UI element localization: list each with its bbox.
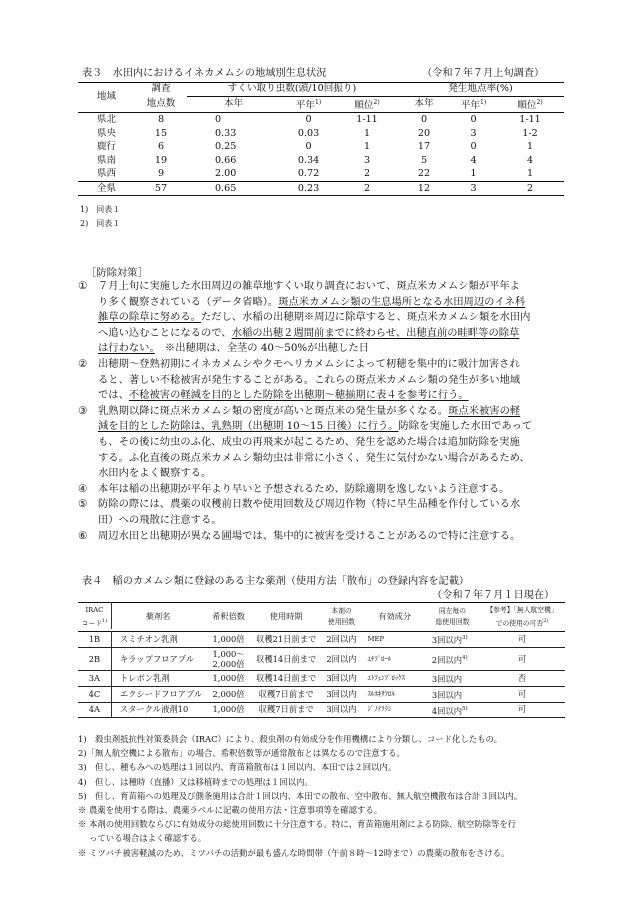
table4-code: 2B xyxy=(78,648,111,671)
rate-this-year-header: 本年 xyxy=(414,98,434,110)
measure-line xyxy=(98,404,564,420)
table4-note: 3) 但し、種もみへの処理は１回以内、育苗箱散布は１回以内、本田では２回以内。 xyxy=(78,762,397,773)
measure-item xyxy=(78,279,564,357)
table4-drone: 否 xyxy=(479,671,565,687)
survey-header-bottom: 地点数 xyxy=(146,97,176,109)
table4-uses: 3回以内 xyxy=(319,686,363,702)
table3-cell-s_year: 0.66 xyxy=(215,154,237,166)
table4-dilution-line: 1,000倍 xyxy=(212,704,245,715)
table3-cell-r_rank: 4 xyxy=(526,154,534,166)
measure-number: ② xyxy=(78,358,88,370)
table4-uses: 3回以内 xyxy=(319,671,363,687)
table4-code: 1B xyxy=(78,632,111,648)
table3-cell-r_normal: 0 xyxy=(470,141,477,153)
measure-text: 水田内をよく観察する。 xyxy=(98,467,212,480)
table3-cell-s_year: 0 xyxy=(215,114,222,126)
table3-date: （令和７年７月上旬調査） xyxy=(422,68,545,79)
table4-drone: 可 xyxy=(479,648,565,671)
table3-cell-s_rank: 1 xyxy=(363,141,371,153)
table4-uses: 2回以内 xyxy=(319,632,363,648)
measure-number: ⑤ xyxy=(78,498,88,511)
table3-total-s_normal: 0.23 xyxy=(297,182,320,194)
table3-total-r_normal: 3 xyxy=(470,182,477,194)
measure-line xyxy=(98,357,564,373)
table3-cell-r_rank: 1-11 xyxy=(519,114,541,126)
measure-line xyxy=(98,373,564,389)
table3-footnote-1: 1) 同表１ xyxy=(80,205,121,214)
table4-name: エクシードフロアブル xyxy=(111,686,204,702)
table3-cell-s_rank: 2 xyxy=(363,168,371,180)
table4-total-value: 2回以内 xyxy=(431,654,463,665)
measure-line xyxy=(98,435,564,451)
table4-note: 5) 但し、育苗箱への処理及び側条施用は合計１回以内、本田での散布、空中散布、無人航空機散布は合計３回以内。 xyxy=(78,790,523,801)
sweep-rank-header: 順位$^{2)}$ xyxy=(354,98,380,111)
total-uses-header: 同左毎の 総使用回数 xyxy=(435,607,470,627)
rate-normal-header: 平年$^{1)}$ xyxy=(460,98,487,111)
table4-code: 3A xyxy=(78,671,111,687)
table3-cell-points: 9 xyxy=(157,168,165,180)
table4-code: 4A xyxy=(78,702,111,718)
table4-total-note: 3) xyxy=(462,635,468,642)
table3-cell-points: 19 xyxy=(154,154,168,166)
measure-underlined-text: 斑点米カメムシ類の生息場所となる水田周辺のイネ科 xyxy=(278,295,526,308)
table3-cell-points: 6 xyxy=(157,141,165,153)
table4-total-value: 3回以内 xyxy=(431,689,463,700)
table4-name: スタークル液剤10 xyxy=(111,702,204,718)
table3-cell-r_rank: 1 xyxy=(526,168,534,180)
table3-total-s_year: 0.65 xyxy=(215,182,237,194)
table4-total xyxy=(426,671,479,687)
table4-timing: 収穫14日前まで xyxy=(253,671,320,687)
table3-cell-s_normal: 0.34 xyxy=(297,154,320,166)
sweep-header: すくい取り虫数(頭/10回振り) xyxy=(187,83,397,97)
measure-line xyxy=(98,513,564,529)
table4-dilution-line: 1,000倍 xyxy=(212,672,245,683)
measure-text: り多く観察されている（データ省略）。 xyxy=(98,295,279,308)
table4-timing: 収穫7日前まで xyxy=(253,702,320,718)
table3 xyxy=(78,82,564,196)
measure-text: 田）への飛散に注意する。 xyxy=(98,513,222,526)
table4-total-value: 3回以内 xyxy=(431,673,463,684)
measure-text: へ追い込むことになるので、 xyxy=(98,326,232,339)
table3-cell-s_normal: 0 xyxy=(305,141,312,153)
table4-total-value: 4回以内 xyxy=(431,705,463,716)
table3-cell-r_year: 17 xyxy=(417,141,431,153)
timing-header: 使用時期 xyxy=(269,610,303,621)
table3-row xyxy=(78,140,564,154)
table4-note: っている場合はよく確認する。 xyxy=(78,833,207,844)
table3-cell-r_year: 5 xyxy=(420,154,428,166)
table3-cell-r_rank: 1 xyxy=(526,141,534,153)
irac-header: IRAC コード$^{1)}$ xyxy=(81,606,108,628)
table4-total-note: 4) xyxy=(462,655,468,662)
measure-number: ① xyxy=(78,280,88,292)
dilution-header: 希釈倍数 xyxy=(212,610,245,621)
measure-text: 出穂期～登熟初期にイネカメムシやクモヘリカメムシによって籾穂を集中的に吸汁加害され xyxy=(98,358,520,370)
table3-cell-r_normal: 0 xyxy=(470,114,477,126)
table4-dilution-line: 2,000倍 xyxy=(212,688,245,699)
table3-row xyxy=(78,154,564,168)
measure-item xyxy=(78,357,564,404)
table3-cell-r_normal: 4 xyxy=(470,154,477,166)
table3-cell-r_year: 22 xyxy=(417,168,431,180)
table4-timing: 収穫21日前まで xyxy=(253,632,320,648)
measure-line xyxy=(98,482,564,498)
table4-dilution xyxy=(204,632,253,648)
table4-ingredient: ｽﾙﾎｷｻﾌﾛﾙ xyxy=(364,686,426,702)
table3-cell-s_year: 0.25 xyxy=(215,141,237,153)
measure-line xyxy=(98,341,564,357)
table4-notes xyxy=(78,732,522,860)
region-header: 地域 xyxy=(96,91,117,103)
table3-cell-region: 県西 xyxy=(96,168,117,180)
table4-note: 1) 殺虫剤抵抗性対策委員会（IRAC）により、殺虫剤の有効成分を作用機構により分類し、コード化したもの。 xyxy=(78,734,502,744)
table4-drone: 可 xyxy=(479,632,565,648)
table4-note: ※ 本剤の使用回数ならびに有効成分の総使用回数に十分注意する。特に、育苗箱施用剤による防除、航空防除等を行 xyxy=(78,819,517,830)
table3-footnote-2: 2) 同表１ xyxy=(80,219,121,228)
measure-text: 防除を実施した水田であって xyxy=(398,420,533,433)
measure-text: 本年は稲の出穂期が平年より早いと予想されるため、防除適期を逸しないよう注意する。 xyxy=(98,482,510,495)
table4-total xyxy=(426,702,479,718)
table4-row xyxy=(78,632,565,648)
table4-code: 4C xyxy=(78,686,111,702)
measure-number: ⑥ xyxy=(78,529,88,542)
table3-cell-region: 県南 xyxy=(96,154,117,166)
table3-cell-s_rank: 1-11 xyxy=(356,114,378,126)
table3-cell-r_year: 20 xyxy=(417,127,431,139)
measure-underlined-text: は行わない。 xyxy=(98,342,155,355)
table4-total-value: 3回以内 xyxy=(431,635,463,646)
table4-uses: 2回以内 xyxy=(319,648,363,671)
measure-line xyxy=(98,310,564,326)
measure-text: 乳熟期以降に斑点米カメムシ類の密度が高いと斑点米の発生量が多くなる。 xyxy=(98,404,449,417)
table3-total-r_year: 12 xyxy=(417,182,431,194)
table4-drone: 可 xyxy=(479,686,565,702)
table3-cell-s_rank: 1 xyxy=(363,127,371,139)
survey-header-top: 調査 xyxy=(151,83,171,95)
table4-dilution-line: 1,000～ xyxy=(212,649,245,660)
table4-dilution xyxy=(204,648,253,671)
table3-total-r_rank: 2 xyxy=(526,182,534,194)
measure-line xyxy=(98,529,564,545)
table3-cell-s_year: 2.00 xyxy=(215,168,237,180)
measure-number: ④ xyxy=(78,482,88,495)
table4-timing: 収穫14日前まで xyxy=(253,648,320,671)
table3-total-row xyxy=(78,181,564,196)
table4-name: キラップフロアブル xyxy=(111,648,204,671)
measure-line xyxy=(98,497,564,513)
measure-line xyxy=(98,326,564,342)
table3-cell-s_year: 0.33 xyxy=(215,127,237,139)
table4-uses: 3回以内 xyxy=(319,702,363,718)
table3-row xyxy=(78,127,564,141)
table4-row xyxy=(78,671,565,687)
table4-name: トレボン乳剤 xyxy=(111,671,204,687)
table3-row xyxy=(78,113,564,127)
table3-total-region: 全県 xyxy=(96,182,117,194)
table4-ingredient: ｼﾞﾉﾃﾌﾗﾝ xyxy=(364,702,426,718)
measures-title: ［防除対策］ xyxy=(86,267,148,279)
table4-name: スミチオン乳剤 xyxy=(111,632,204,648)
table4-date: （令和７年７月１日現在） xyxy=(432,590,555,601)
measure-item xyxy=(78,482,564,498)
table4-total-note: 5) xyxy=(462,705,468,712)
measure-line xyxy=(98,451,564,467)
table3-cell-r_rank: 1-2 xyxy=(522,127,538,139)
table4-total xyxy=(426,632,479,648)
measure-text: も、その後に幼虫のふ化、成虫の再飛来が起こるため、発生を認めた場合は追加防除を実施 xyxy=(98,435,520,448)
measure-item xyxy=(78,529,564,545)
measure-underlined-text: 減を目的とした防除は、乳熟期（出穂期 10～15 日後）に行う。 xyxy=(98,420,399,433)
table4-dilution-line: 2,000倍 xyxy=(212,659,245,670)
table4-note: 2)「無人航空機による散布」の場合、希釈倍数等が通常散布とは異なるので注意する。 xyxy=(78,748,405,759)
measure-text: する。ふ化直後の斑点米カメムシ類幼虫は非常に小さく、発生に気付かない場合があるため、 xyxy=(98,451,530,464)
table4-total xyxy=(426,686,479,702)
measure-text: ※出穂期は、全茎の 40～50%が出穂した日 xyxy=(154,342,369,355)
measure-underlined-text: 不稔被害の軽減を目的とした防除を出穂期～穂揃期に表４を参考に行う。 xyxy=(128,389,469,402)
measure-item xyxy=(78,497,564,528)
table3-cell-points: 8 xyxy=(157,114,165,126)
table4-caption: 表４ 稲のカメムシ類に登録のある主な薬剤（使用方法「散布」の登録内容を記載） xyxy=(82,576,470,587)
table4-row xyxy=(78,702,565,718)
table4-dilution xyxy=(204,671,253,687)
table4-timing: 収穫7日前まで xyxy=(253,686,320,702)
table3-cell-region: 鹿行 xyxy=(96,141,117,153)
measure-underlined-text: 雑草の除草に努める。 xyxy=(98,311,201,324)
measure-line xyxy=(98,388,564,404)
table4-row xyxy=(78,686,565,702)
measure-text: ７月上旬に実施した水田周辺の雑草地すくい取り調査において、斑点米カメムシ類が平年よ xyxy=(98,280,520,292)
table4-ingredient: ｴﾄﾌｪﾝﾌﾟﾛｯｸｽ xyxy=(364,671,426,687)
table4-dilution xyxy=(204,702,253,718)
table3-cell-r_normal: 1 xyxy=(470,168,477,180)
table4-note: ※ 農薬を使用する際は、農薬ラベルに記載の使用方法・注意事項等を確認する。 xyxy=(78,805,383,816)
measure-number: ③ xyxy=(78,404,88,417)
table4-note: ※ ミツバチ被害軽減のため、ミツバチの活動が最も盛んな時間帯（午前８時～12時まで）の農薬の散布をさける。 xyxy=(78,847,510,858)
uses-header: 本剤の 使用回数 xyxy=(327,607,356,627)
measure-text: ると、著しい不稔被害が発生することがある。これらの斑点米カメムシ類の発生が多い地域 xyxy=(98,373,521,386)
table4-ingredient: ｴﾁﾌﾟﾛｰﾙ xyxy=(364,648,426,671)
measure-line xyxy=(98,279,564,295)
table3-cell-r_normal: 3 xyxy=(470,127,477,139)
table4-dilution xyxy=(204,686,253,702)
table3-cell-s_normal: 0.72 xyxy=(297,168,320,180)
table4-dilution-line: 1,000倍 xyxy=(212,634,245,645)
measure-line xyxy=(98,295,564,311)
measure-line xyxy=(98,466,564,482)
drone-header: 【参考】「無人航空機」 での使用の可否$^{2)}$ xyxy=(486,606,558,628)
measure-text: 周辺水田と出穂期が異なる圃場では、集中的に被害を受けることがあるので特に注意する。 xyxy=(98,529,521,542)
table4-total xyxy=(426,648,479,671)
rate-rank-header: 順位$^{2)}$ xyxy=(517,98,543,111)
table3-cell-region: 県央 xyxy=(96,127,117,139)
measure-underlined-text: 斑点米被害の軽 xyxy=(448,404,521,417)
table3-caption: 表３ 水田内におけるイネカメムシの地域別生息状況 xyxy=(82,68,327,79)
ingredient-header: 有効成分 xyxy=(378,610,412,621)
table3-total-s_rank: 2 xyxy=(363,182,371,194)
table3-cell-s_normal: 0 xyxy=(305,114,312,126)
table3-row xyxy=(78,167,564,181)
table3-cell-s_rank: 3 xyxy=(363,154,371,166)
table4 xyxy=(78,602,565,718)
measure-line xyxy=(98,419,564,435)
name-header: 薬剤名 xyxy=(111,603,204,630)
measure-text: ただし、水稲の出穂期※周辺に除草すると、斑点米カメムシ類を水田内 xyxy=(200,311,531,324)
table4-drone: 可 xyxy=(479,702,565,718)
measure-underlined-text: 水稲の出穂２週間前までに終わらせ、出穂直前の畦畔等の除草 xyxy=(231,326,520,339)
table3-cell-points: 15 xyxy=(154,127,168,139)
table3-cell-r_year: 0 xyxy=(420,114,428,126)
table4-note: 4) 但し、は種時（直播）又は移植時までの処理は１回以内。 xyxy=(78,776,313,787)
rate-header: 発生地点率(%) xyxy=(397,83,564,97)
measure-item xyxy=(78,404,564,482)
measure-text: 防除の際には、農薬の収穫前日数や使用回数及び周辺作物（特に早生品種を作付している水 xyxy=(98,498,521,511)
table3-cell-region: 県北 xyxy=(96,114,117,126)
table3-cell-s_normal: 0.03 xyxy=(297,127,320,139)
table4-row xyxy=(78,648,565,671)
table4-ingredient: MEP xyxy=(364,632,426,648)
measure-text: では、 xyxy=(98,389,129,402)
sweep-normal-header: 平年$^{1)}$ xyxy=(295,98,322,111)
table3-total-points: 57 xyxy=(154,182,168,194)
sweep-this-year-header: 本年 xyxy=(223,98,244,110)
